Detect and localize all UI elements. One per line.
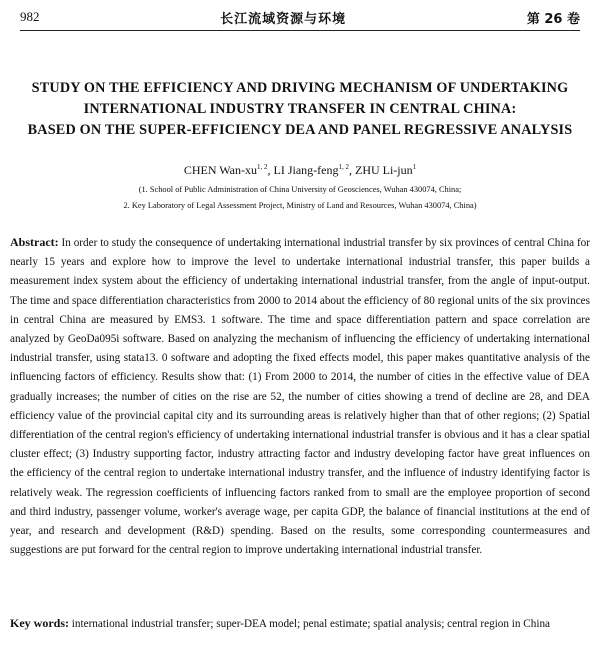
author-separator: , [348,163,355,177]
author-1-affiliation-mark: 1, 2 [257,163,268,171]
title-line-1: STUDY ON THE EFFICIENCY AND DRIVING MECHANISM OF UNDERTAKING [31,80,569,96]
title-line-2: INTERNATIONAL INDUSTRY TRANSFER IN CENTRAL CHINA: [83,101,517,117]
abstract-label: Abstract: [10,235,59,249]
running-header [20,4,580,30]
title-line-3: BASED ON THE SUPER-EFFICIENCY DEA AND PANEL REGRESSIVE ANALYSIS [27,122,573,138]
keywords-label: Key words: [10,616,69,630]
volume-label: 第 26 卷 [526,11,580,27]
author-3-affiliation-mark: 1 [412,163,417,171]
keywords [10,614,590,634]
author-separator: , [267,163,274,177]
paper-title [10,78,590,141]
affiliation-line-2: 2. Key Laboratory of Legal Assessment Project, Ministry of Land and Resources, Wuhan 430074, China) [123,201,477,210]
author-1: CHEN Wan-xu [183,163,257,177]
journal-name: 长江流域资源与环境 [220,11,347,27]
keywords-body: international industrial transfer; super-DEA model; penal estimate; spatial analysis; central region in China [69,618,551,630]
header-rule [20,30,580,31]
author-list [0,163,600,178]
abstract [10,233,590,560]
author-3: ZHU Li-jun [354,163,413,177]
author-2: LI Jiang-feng [273,163,339,177]
page-number: 982 [20,9,40,24]
affiliations [0,182,600,214]
abstract-body: In order to study the consequence of undertaking international industrial transfer by six provinces of central China for nearly 15 years and explore how to improve the level to undertake international industrial transfer, this paper builds a measurement index system about the efficiency of undertaking international industrial transfer, from the angle of input-output. The time and space differentiation characteristics from 2000 to 2014 about the efficiency of 80 regional units of the six provinces in central China are measured by EMS3. 1 software. The time and space differentiation pattern and space correlation are analyzed by GeoDa095i software. Based on analyzing the mechanism of influencing the efficiency of undertaking international industrial transfer, using stata13. 0 software and adopting the fixed effects model, this paper makes quantitative analysis of the influencing factors of efficiency. Results show that: (1) From 2000 to 2014, the number of cities in the effective value of DEA gradually increases; the number of cities on the rise are 52, the number of cities showing a trend of decline are 28, and DEA efficiency value of the provincial capital city and its surrounding areas is relatively higher than that of other regions; (2) Spatial differentiation of the central region's efficiency of undertaking international industrial transfer is obvious and it has a clear spatial cluster effect; (3) Industry supporting factor, industry attracting factor and industry developing factor have great influences on the efficiency of the central region to undertake international industry transfer, and the influence of industry identifying factor is relatively weak. The regression coefficients of influencing factors ranked from to small are the employee proportion of second and third industry, passenger volume, worker's average wage, per capita GDP, the balance of financial institutions at the end of year, and research and development (R&D) spending. Based on the results, some corresponding countermeasures and suggestions are put forward for the central region to improve undertaking international industrial transfer. [10,237,590,557]
affiliation-line-1: (1. School of Public Administration of China University of Geosciences, Wuhan 430074, China; [138,185,462,194]
author-2-affiliation-mark: 1, 2 [338,163,349,171]
